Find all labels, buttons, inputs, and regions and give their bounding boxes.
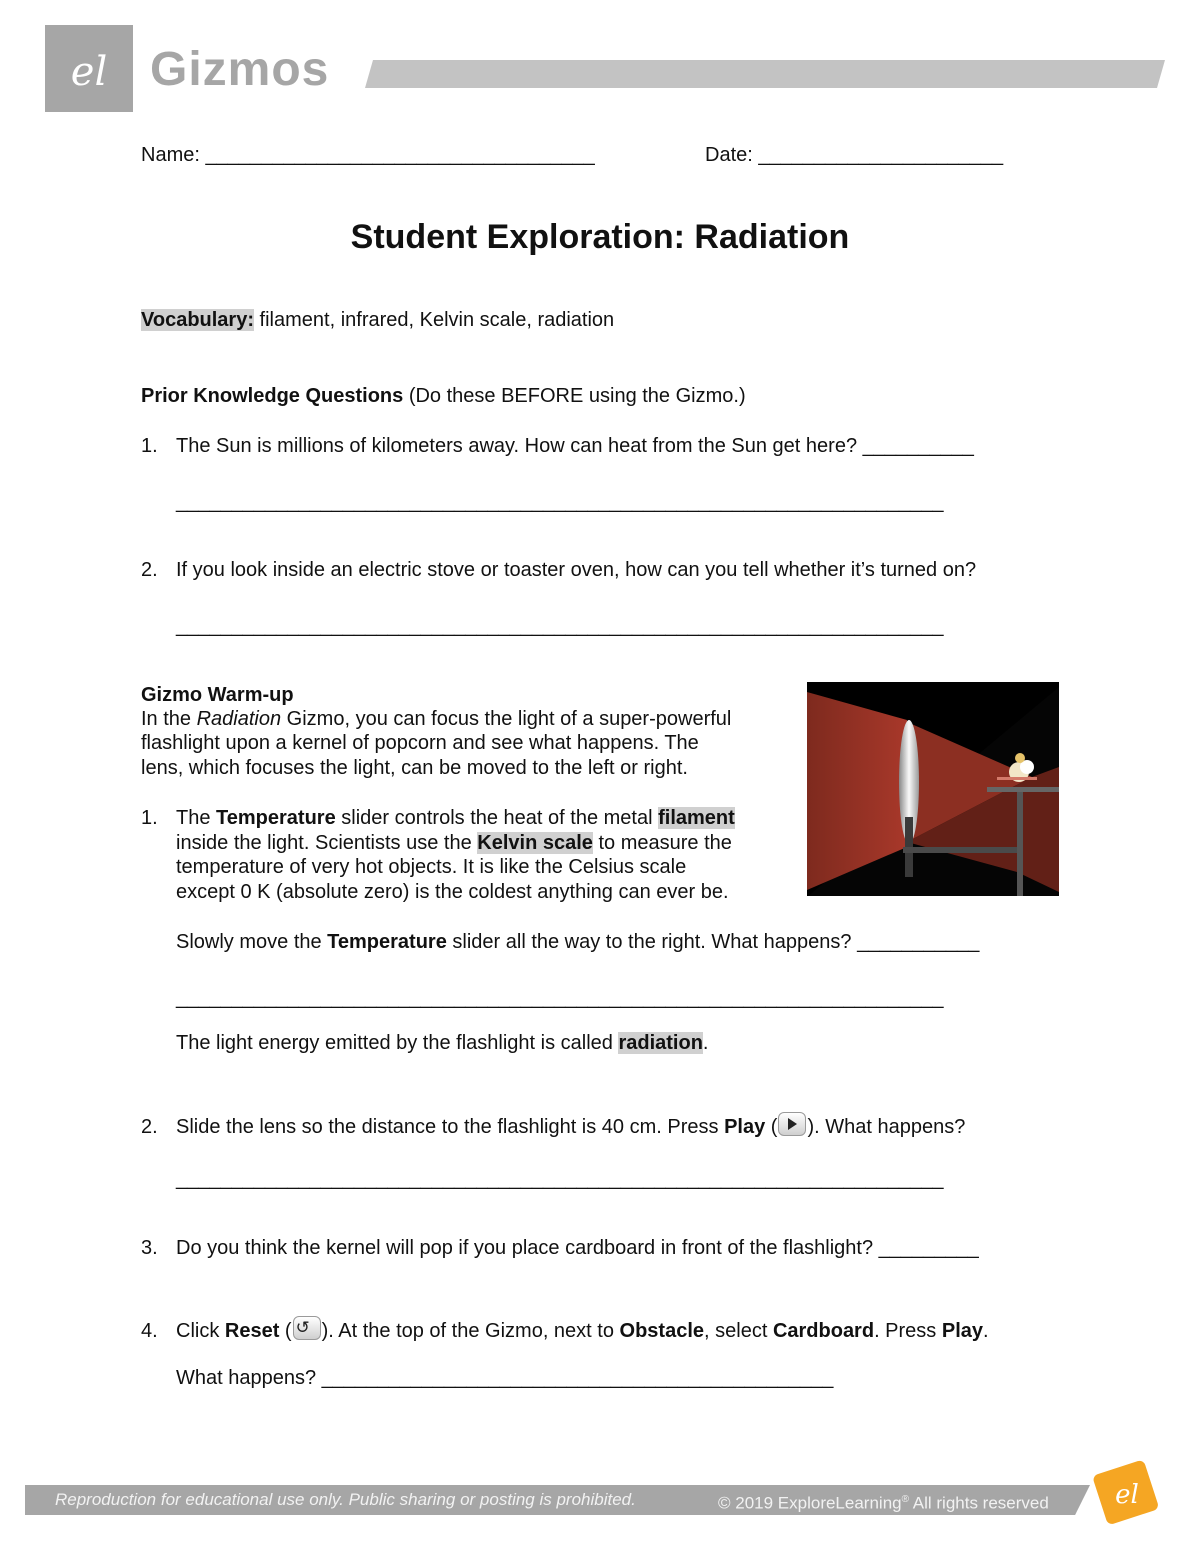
question-number: 1. <box>141 807 158 829</box>
question-text: Do you think the kernel will pop if you place cardboard in front of the flashlight? _________ <box>176 1237 979 1259</box>
answer-line[interactable]: _____________________________________________________________________ <box>176 987 944 1009</box>
play-icon <box>778 1112 806 1136</box>
question-text: ( <box>279 1320 292 1342</box>
term-kelvin-scale: Kelvin scale <box>477 832 593 854</box>
question-text: . <box>983 1320 989 1342</box>
question-text: If you look inside an electric stove or toaster oven, how can you tell whether it’s turned on? <box>176 559 977 581</box>
explorelearning-logo-icon <box>45 25 133 112</box>
radiation-definition <box>176 1031 708 1056</box>
question-text: . Press <box>874 1320 942 1342</box>
footer-logo-letters: el <box>1115 1480 1139 1510</box>
question-text: ( <box>765 1116 778 1138</box>
prior-heading <box>141 384 746 409</box>
what-happens-line[interactable]: What happens? ______________________________________________ <box>176 1367 834 1389</box>
brand-name: Gizmos <box>150 43 330 96</box>
question-number: 2. <box>141 1116 158 1138</box>
term-cardboard: Cardboard <box>772 1320 875 1342</box>
slow-move-prompt <box>176 930 979 955</box>
intro-text: In the <box>141 708 197 730</box>
explorelearning-logo-icon <box>1093 1460 1161 1526</box>
question-number: 4. <box>141 1320 158 1342</box>
warmup-heading-label: Gizmo Warm-up <box>141 684 294 706</box>
radiation-gizmo-picture <box>807 682 1059 896</box>
question-text: The <box>176 807 217 829</box>
prior-note: (Do these BEFORE using the Gizmo.) <box>403 385 746 407</box>
registered-mark: ® <box>901 1494 909 1505</box>
answer-line[interactable]: _____________________________________________________________________ <box>176 1168 944 1190</box>
warmup-intro-line-3: lens, which focuses the light, can be moved to the left or right. <box>141 757 688 779</box>
question-text: The Sun is millions of kilometers away. How can heat from the Sun get here? __________ <box>176 435 974 457</box>
term-temperature: Temperature <box>327 931 447 953</box>
copyright-text: © 2019 ExploreLearning <box>718 1493 902 1513</box>
header-bar <box>365 60 1165 88</box>
page-title: Student Exploration: Radiation <box>350 218 850 256</box>
term-reset: Reset <box>224 1320 280 1342</box>
warmup-question-1-line-2 <box>176 831 732 856</box>
date-label: Date: <box>705 144 753 166</box>
term-radiation: radiation <box>618 1032 703 1054</box>
question-number: 3. <box>141 1237 158 1259</box>
prior-question-1 <box>141 434 974 459</box>
answer-line[interactable]: _____________________________________________________________________ <box>176 615 944 637</box>
term-filament: filament <box>658 807 735 829</box>
name-line <box>141 143 595 168</box>
question-text: Slide the lens so the distance to the flashlight is 40 cm. Press <box>176 1116 725 1138</box>
warmup-question-1 <box>141 806 735 831</box>
intro-text: Gizmo, you can focus the light of a super-powerful <box>281 708 732 730</box>
warmup-question-1-line-4: except 0 K (absolute zero) is the coldest anything can ever be. <box>176 881 729 903</box>
footer-copyright <box>718 1489 1049 1515</box>
prior-question-2 <box>141 558 976 583</box>
question-number: 2. <box>141 559 158 581</box>
warmup-question-3 <box>141 1236 979 1261</box>
vocabulary-terms: filament, infrared, Kelvin scale, radiation <box>254 309 615 331</box>
prompt-text: Slowly move the <box>176 931 328 953</box>
logo-letters: el <box>70 49 108 95</box>
reset-icon: ↺ <box>293 1316 321 1340</box>
prior-heading-label: Prior Knowledge Questions <box>141 385 404 407</box>
answer-line[interactable]: _____________________________________________________________________ <box>176 491 944 513</box>
warmup-heading <box>141 683 294 708</box>
name-blank[interactable]: ___________________________________ <box>205 144 595 166</box>
term-play: Play <box>941 1320 984 1342</box>
intro-gizmo-name: Radiation <box>196 708 282 730</box>
question-text: ). At the top of the Gizmo, next to <box>321 1320 620 1342</box>
term-play: Play <box>724 1116 766 1138</box>
warmup-question-1-line-3: temperature of very hot objects. It is like the Celsius scale <box>176 856 687 878</box>
question-text: Click <box>176 1320 225 1342</box>
warmup-question-4 <box>141 1316 989 1344</box>
prompt-text: slider all the way to the right. What happens? ___________ <box>446 931 980 953</box>
term-temperature: Temperature <box>216 807 336 829</box>
question-text: , select <box>704 1320 773 1342</box>
vocabulary <box>141 308 614 333</box>
question-text: ). What happens? <box>807 1116 966 1138</box>
vocabulary-label: Vocabulary: <box>141 309 254 331</box>
date-line <box>705 143 1003 168</box>
question-number: 1. <box>141 435 158 457</box>
question-text: slider controls the heat of the metal <box>335 807 659 829</box>
question-text: to measure the <box>592 832 732 854</box>
footer-notice: Reproduction for educational use only. Public sharing or posting is prohibited. <box>55 1490 636 1509</box>
definition-text: . <box>702 1032 709 1054</box>
name-label: Name: <box>141 144 200 166</box>
copyright-text: All rights reserved <box>908 1493 1049 1513</box>
question-text: inside the light. Scientists use the <box>176 832 478 854</box>
warmup-intro <box>141 707 731 732</box>
warmup-question-2 <box>141 1112 965 1140</box>
warmup-intro-line-2: flashlight upon a kernel of popcorn and see what happens. The <box>141 732 699 754</box>
date-blank[interactable]: ______________________ <box>758 144 1004 166</box>
term-obstacle: Obstacle <box>619 1320 705 1342</box>
definition-text: The light energy emitted by the flashlight is called <box>176 1032 619 1054</box>
